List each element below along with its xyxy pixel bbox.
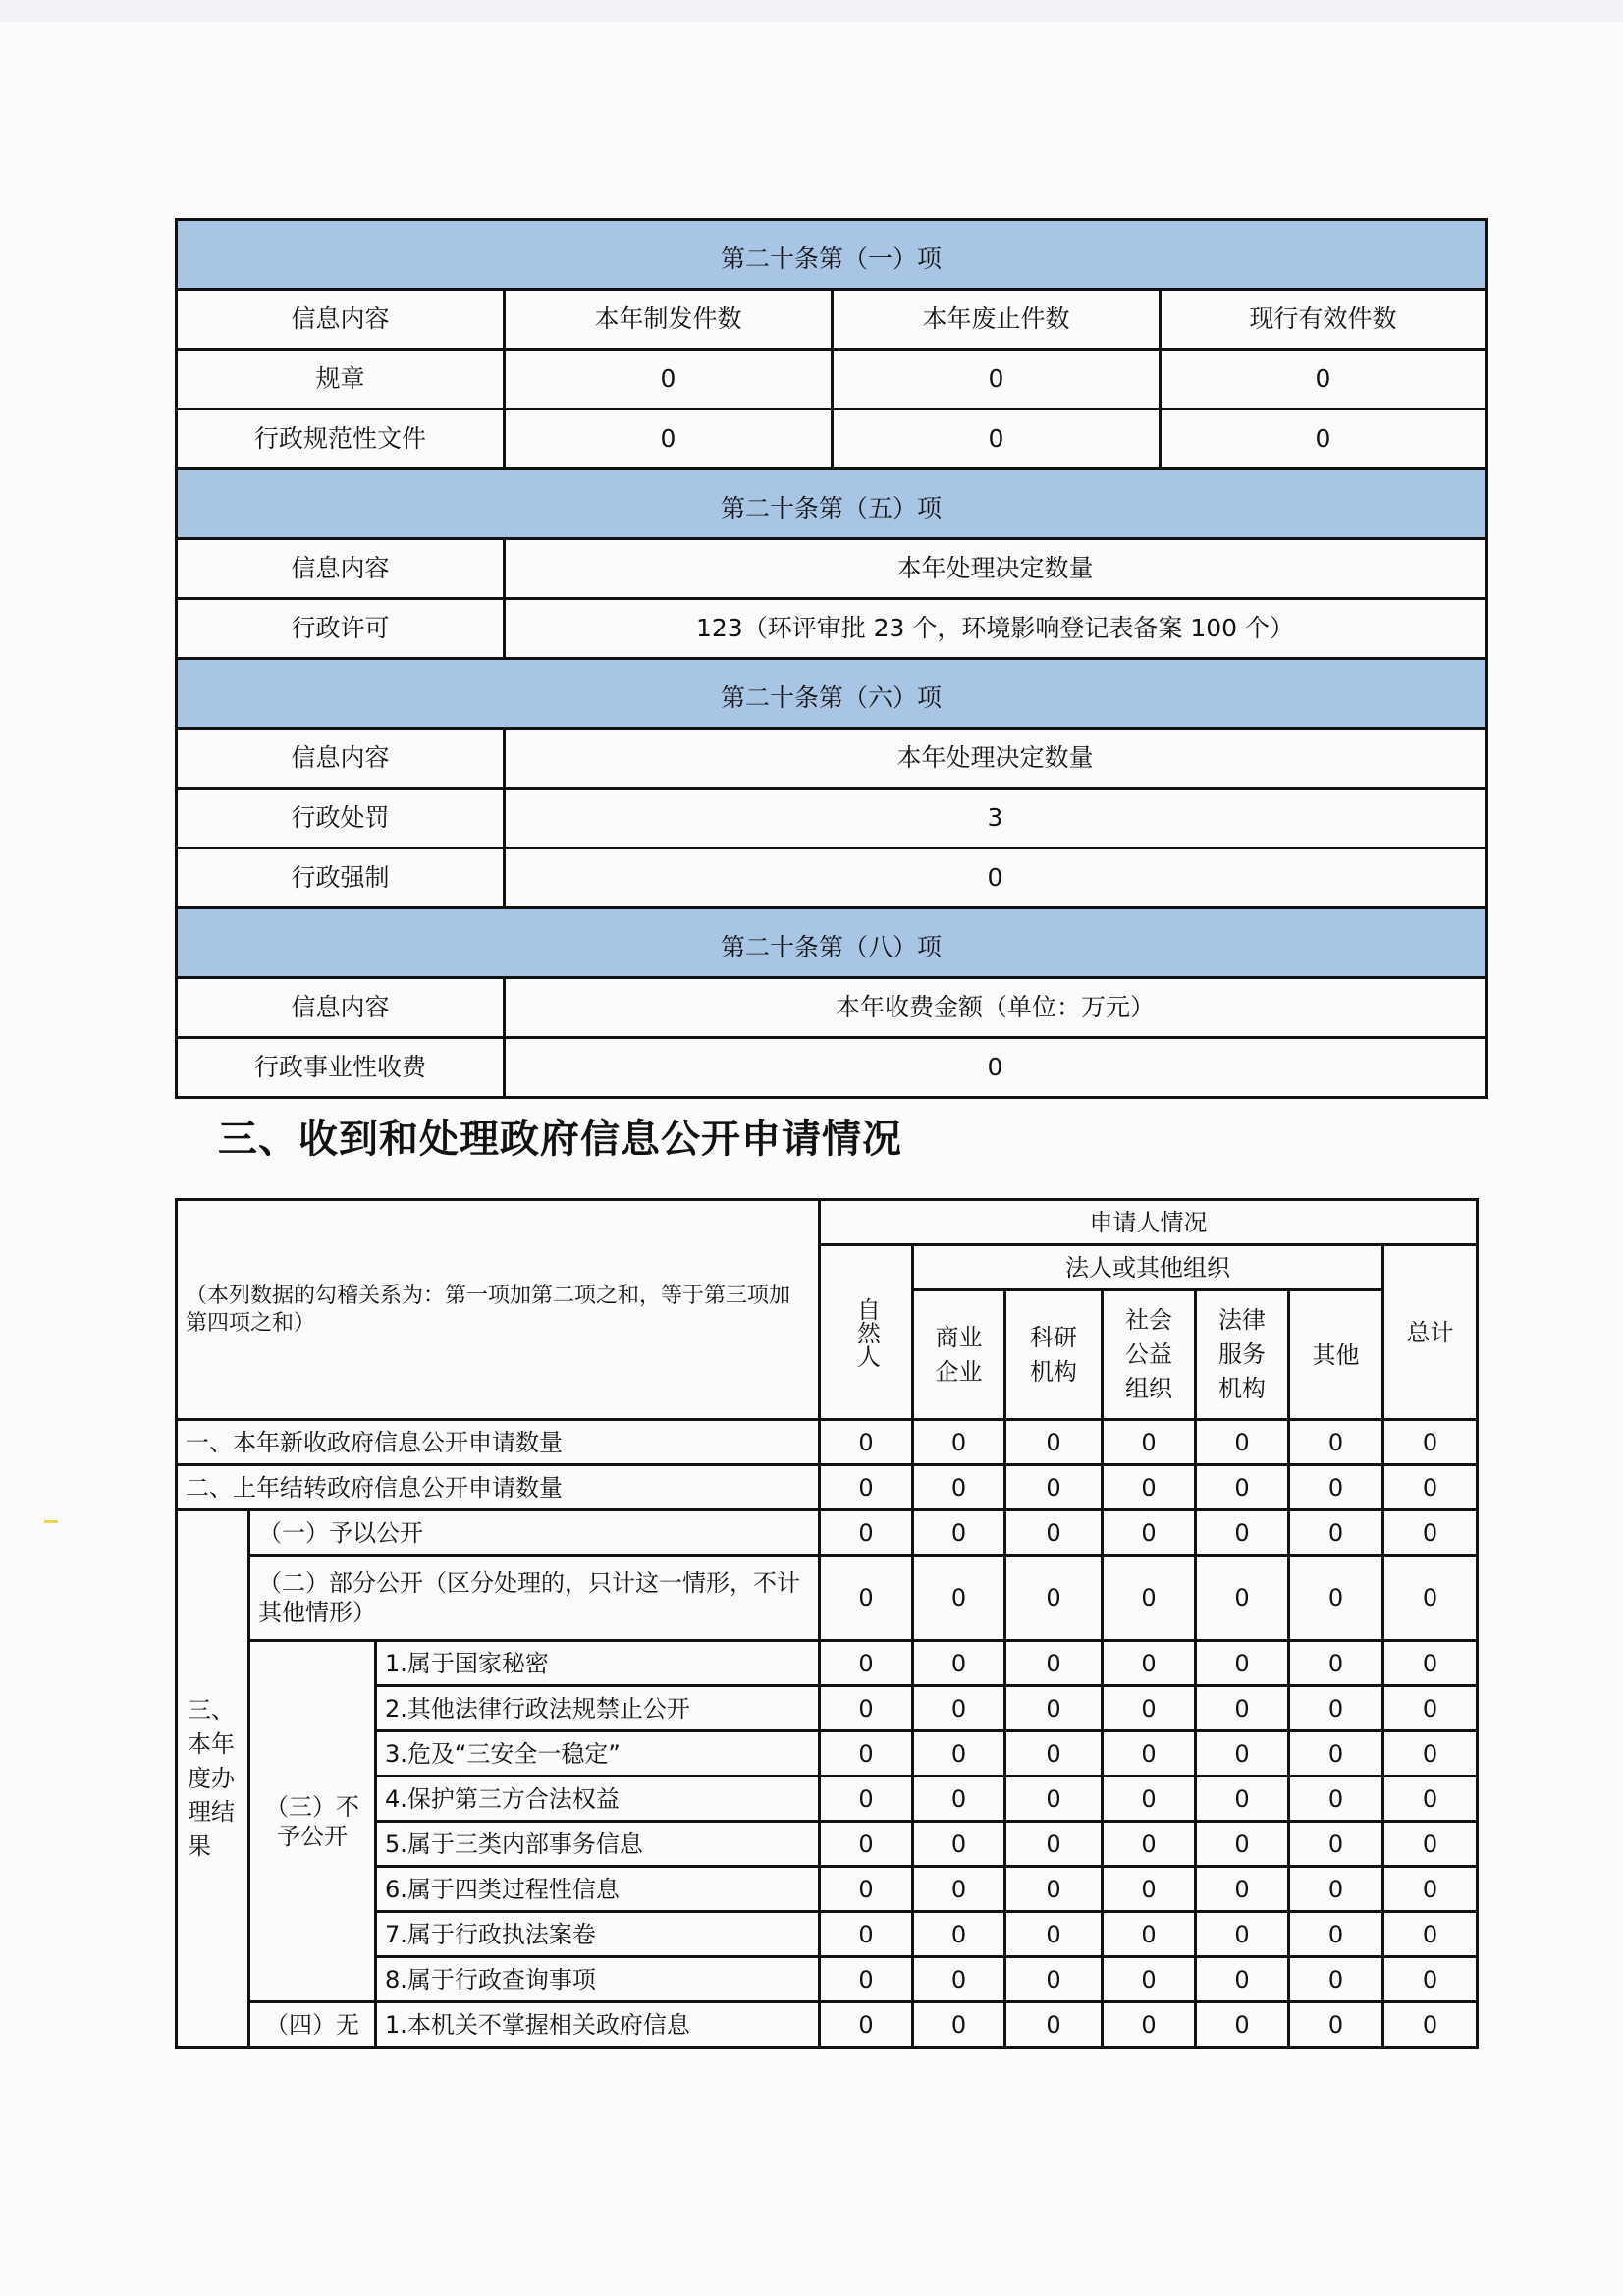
column-header: 信息内容	[177, 290, 505, 350]
cell-value: 0	[1289, 1465, 1383, 1510]
row-label: 行政规范性文件	[177, 410, 505, 469]
cell-value: 0	[505, 1038, 1487, 1098]
table-row	[177, 599, 1487, 659]
cell-value: 0	[820, 1465, 913, 1510]
column-header: 信息内容	[177, 729, 505, 789]
cell-value: 0	[1289, 1867, 1383, 1912]
cell-value: 0	[1161, 410, 1487, 469]
cell-value: 0	[505, 848, 1487, 908]
cell-value: 0	[1103, 2002, 1196, 2048]
table-row	[177, 848, 1487, 908]
cell-value: 0	[1383, 1912, 1478, 1957]
article20-table	[175, 218, 1488, 1099]
cell-value: 0	[913, 1912, 1005, 1957]
row-label: 2.其他法律行政法规禁止公开	[376, 1686, 820, 1731]
cell-value: 0	[1289, 1957, 1383, 2002]
column-header-legal-group: 法人或其他组织	[913, 1245, 1383, 1290]
column-header-business: 商业企业	[913, 1290, 1005, 1420]
section-title: 第二十条第（一）项	[177, 220, 1487, 290]
cell-value: 0	[913, 1556, 1005, 1641]
section-header-row	[177, 659, 1487, 729]
cell-value: 0	[833, 410, 1161, 469]
cell-value: 0	[1005, 1731, 1103, 1777]
cell-value: 0	[505, 410, 833, 469]
cell-value: 0	[1103, 1777, 1196, 1822]
section-title: 第二十条第（六）项	[177, 659, 1487, 729]
cell-value: 0	[1103, 1420, 1196, 1465]
table-row	[177, 350, 1487, 410]
cell-value: 0	[1196, 1641, 1289, 1686]
table-row	[177, 410, 1487, 469]
cell-value: 0	[1005, 1510, 1103, 1556]
table-row	[177, 1641, 1478, 1686]
section-heading: 三、收到和处理政府信息公开申请情况	[218, 1117, 902, 1162]
column-header: 本年废止件数	[833, 290, 1161, 350]
cell-value: 0	[913, 2002, 1005, 2048]
cell-value: 0	[1383, 1510, 1478, 1556]
cell-value: 0	[1196, 1912, 1289, 1957]
cell-value: 0	[505, 350, 833, 410]
cell-value: 0	[1103, 1867, 1196, 1912]
cell-value: 0	[1005, 1867, 1103, 1912]
table-row	[177, 1510, 1478, 1556]
cell-value: 0	[1196, 1556, 1289, 1641]
cell-value: 0	[1103, 1912, 1196, 1957]
row-label: 一、本年新收政府信息公开申请数量	[177, 1420, 820, 1465]
cell-value: 0	[1005, 1777, 1103, 1822]
column-header-research: 科研机构	[1005, 1290, 1103, 1420]
cell-value: 0	[1289, 1686, 1383, 1731]
cell-value: 0	[1103, 1510, 1196, 1556]
column-header: 本年处理决定数量	[505, 729, 1487, 789]
cell-value: 0	[820, 1686, 913, 1731]
cell-value: 0	[1161, 350, 1487, 410]
table-row	[177, 789, 1487, 848]
row-label: 4.保护第三方合法权益	[376, 1777, 820, 1822]
cell-value: 0	[1289, 1822, 1383, 1867]
cell-value: 0	[1383, 2002, 1478, 2048]
column-header: 本年收费金额（单位：万元）	[505, 978, 1487, 1038]
cell-value: 0	[820, 1641, 913, 1686]
cell-value: 0	[833, 350, 1161, 410]
cell-value: 0	[820, 1556, 913, 1641]
cell-value: 0	[1383, 1556, 1478, 1641]
cell-value: 0	[1103, 1957, 1196, 2002]
section-title: 第二十条第（八）项	[177, 908, 1487, 978]
cell-value: 0	[913, 1867, 1005, 1912]
cell-value: 3	[505, 789, 1487, 848]
cell-value: 0	[1103, 1465, 1196, 1510]
row-label: 规章	[177, 350, 505, 410]
cell-value: 0	[913, 1641, 1005, 1686]
cell-value: 0	[1196, 1420, 1289, 1465]
cell-value: 0	[913, 1465, 1005, 1510]
table-row	[177, 1556, 1478, 1641]
cell-value: 0	[1383, 1867, 1478, 1912]
cell-value: 0	[1103, 1556, 1196, 1641]
cell-value: 0	[1005, 1556, 1103, 1641]
row-label: 1.属于国家秘密	[376, 1641, 820, 1686]
cell-value: 0	[820, 1777, 913, 1822]
section-header-row	[177, 469, 1487, 539]
applications-table	[175, 1198, 1479, 2049]
cell-value: 0	[913, 1510, 1005, 1556]
cell-value: 0	[1289, 1777, 1383, 1822]
cell-value: 0	[1103, 1731, 1196, 1777]
page-top-edge	[0, 0, 1623, 22]
cell-value: 0	[1289, 1731, 1383, 1777]
table-header-row	[177, 978, 1487, 1038]
cell-value: 0	[820, 1510, 913, 1556]
cell-value: 0	[1289, 1556, 1383, 1641]
row-label: 行政处罚	[177, 789, 505, 848]
cell-value: 0	[913, 1777, 1005, 1822]
cell-value: 0	[1383, 1641, 1478, 1686]
column-header: 本年制发件数	[505, 290, 833, 350]
cell-value: 0	[1289, 1641, 1383, 1686]
column-header-total: 总计	[1383, 1245, 1478, 1420]
cell-value: 0	[1103, 1686, 1196, 1731]
column-header: 现行有效件数	[1161, 290, 1487, 350]
cell-value: 0	[1383, 1686, 1478, 1731]
cell-value: 0	[1005, 1912, 1103, 1957]
cell-value: 0	[1383, 1957, 1478, 2002]
row-label: 行政事业性收费	[177, 1038, 505, 1098]
cell-value: 0	[1289, 1510, 1383, 1556]
cell-value: 0	[1005, 1420, 1103, 1465]
column-header-natural-person: 自然人	[820, 1245, 913, 1420]
cell-value: 0	[1383, 1777, 1478, 1822]
cell-value: 0	[1196, 2002, 1289, 2048]
group-label-none: （四）无	[249, 2002, 376, 2048]
cell-value: 0	[820, 1867, 913, 1912]
column-header: 信息内容	[177, 978, 505, 1038]
table-header-row	[177, 290, 1487, 350]
table-row	[177, 1465, 1478, 1510]
cell-value: 0	[820, 1731, 913, 1777]
cell-value: 0	[913, 1822, 1005, 1867]
cell-value: 0	[820, 2002, 913, 2048]
cell-value: 0	[1196, 1510, 1289, 1556]
table-row	[177, 1420, 1478, 1465]
column-header: 本年处理决定数量	[505, 539, 1487, 599]
cell-value: 0	[1103, 1822, 1196, 1867]
cell-value: 0	[913, 1420, 1005, 1465]
cell-value: 123（环评审批 23 个，环境影响登记表备案 100 个）	[505, 599, 1487, 659]
group-label-result: 三、本年度办理结果	[177, 1510, 249, 2048]
cell-value: 0	[1103, 1641, 1196, 1686]
cell-value: 0	[1383, 1420, 1478, 1465]
cell-value: 0	[1005, 1957, 1103, 2002]
cell-value: 0	[1289, 1420, 1383, 1465]
section-header-row	[177, 908, 1487, 978]
cell-value: 0	[820, 1912, 913, 1957]
row-label: 3.危及“三安全一稳定”	[376, 1731, 820, 1777]
cell-value: 0	[1005, 1686, 1103, 1731]
table-header-row	[177, 729, 1487, 789]
cell-value: 0	[1005, 1641, 1103, 1686]
cell-value: 0	[1383, 1822, 1478, 1867]
cell-value: 0	[1196, 1465, 1289, 1510]
cell-value: 0	[1005, 2002, 1103, 2048]
row-label: 行政许可	[177, 599, 505, 659]
row-label: （一）予以公开	[249, 1510, 820, 1556]
table-row	[177, 1038, 1487, 1098]
cell-value: 0	[1196, 1957, 1289, 2002]
row-label: 行政强制	[177, 848, 505, 908]
column-header-social: 社会公益组织	[1103, 1290, 1196, 1420]
cell-value: 0	[1196, 1867, 1289, 1912]
cell-value: 0	[1383, 1465, 1478, 1510]
cell-value: 0	[1196, 1822, 1289, 1867]
cell-value: 0	[1196, 1731, 1289, 1777]
row-label: 1.本机关不掌握相关政府信息	[376, 2002, 820, 2048]
cell-value: 0	[1005, 1465, 1103, 1510]
section-header-row	[177, 220, 1487, 290]
row-label: 6.属于四类过程性信息	[376, 1867, 820, 1912]
cell-value: 0	[820, 1420, 913, 1465]
cell-value: 0	[913, 1731, 1005, 1777]
cell-value: 0	[1196, 1777, 1289, 1822]
scan-mark	[44, 1520, 58, 1523]
group-label-not-public: （三）不予公开	[249, 1641, 376, 2002]
column-note: （本列数据的勾稽关系为：第一项加第二项之和，等于第三项加第四项之和）	[177, 1200, 820, 1420]
cell-value: 0	[1289, 2002, 1383, 2048]
cell-value: 0	[1196, 1686, 1289, 1731]
table-header-row	[177, 1200, 1478, 1245]
row-label: 8.属于行政查询事项	[376, 1957, 820, 2002]
row-label: 5.属于三类内部事务信息	[376, 1822, 820, 1867]
cell-value: 0	[1289, 1912, 1383, 1957]
column-header-applicant: 申请人情况	[820, 1200, 1478, 1245]
row-label: 二、上年结转政府信息公开申请数量	[177, 1465, 820, 1510]
cell-value: 0	[1383, 1731, 1478, 1777]
cell-value: 0	[820, 1957, 913, 2002]
column-header: 信息内容	[177, 539, 505, 599]
column-header-legal-service: 法律服务机构	[1196, 1290, 1289, 1420]
cell-value: 0	[820, 1822, 913, 1867]
table-row	[177, 2002, 1478, 2048]
cell-value: 0	[1005, 1822, 1103, 1867]
cell-value: 0	[913, 1957, 1005, 2002]
table-header-row	[177, 539, 1487, 599]
row-label: （二）部分公开（区分处理的，只计这一情形，不计其他情形）	[249, 1556, 820, 1641]
row-label: 7.属于行政执法案卷	[376, 1912, 820, 1957]
cell-value: 0	[913, 1686, 1005, 1731]
section-title: 第二十条第（五）项	[177, 469, 1487, 539]
column-header-other: 其他	[1289, 1290, 1383, 1420]
